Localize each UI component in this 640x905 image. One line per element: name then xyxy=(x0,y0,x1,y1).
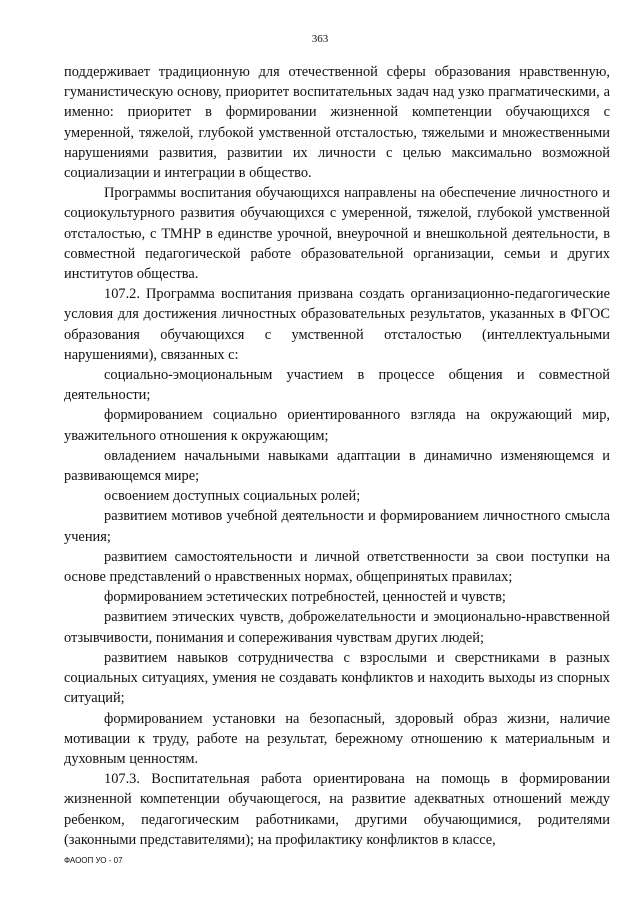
page-number: 363 xyxy=(311,33,329,45)
paragraph: освоением доступных социальных ролей; xyxy=(104,488,361,505)
paragraph: развитием этических чувств, доброжелательности и эмоционально-нравственной отзывчивости, понимания и сопереживания чувствам других людей; xyxy=(64,609,610,646)
paragraph: 107.2. Программа воспитания призвана создать организационно-педагогические условия для достижения личностных образовательных результатов, указанных в ФГОС образования обучающихся с умственной отсталостью (интеллектуальными нарушениями), связанных с: xyxy=(64,286,610,363)
paragraph: развитием мотивов учебной деятельности и формированием личностного смысла учения; xyxy=(64,508,610,545)
paragraph: овладением начальными навыками адаптации в динамично изменяющемся и развивающемся мире; xyxy=(64,447,610,485)
paragraph: формированием эстетических потребностей, ценностей и чувств; xyxy=(104,589,506,606)
paragraph: социально-эмоциональным участием в процессе общения и совместной деятельности; xyxy=(64,367,610,404)
paragraph: формированием установки на безопасный, здоровый образ жизни, наличие мотивации к труду, работе на результат, бережному отношению к материальным и духовным ценностям. xyxy=(64,710,610,767)
document-body xyxy=(64,62,610,850)
paragraph: развитием навыков сотрудничества с взрослыми и сверстниками в разных социальных ситуациях, умения не создавать конфликтов и находить выходы из спорных ситуаций; xyxy=(64,649,610,707)
paragraph: формированием социально ориентированного взгляда на окружающий мир, уважительного отношения к окружающим; xyxy=(64,407,610,444)
paragraph: развитием самостоятельности и личной ответственности за свои поступки на основе представлений о нравственных нормах, общепринятых правилах; xyxy=(64,548,610,586)
footer-label: ФАООП УО - 07 xyxy=(64,856,123,865)
paragraph: Программы воспитания обучающихся направлены на обеспечение личностного и социокультурного развития обучающихся с умеренной, тяжелой, глубокой умственной отсталостью, с ТМНР в единстве урочной, внеурочной и внешкольной деятельности, в совместной педагогической работе образовательной организации, семьи и других институтов общества. xyxy=(64,185,610,283)
paragraph: поддерживает традиционную для отечественной сферы образования нравственную, гуманистическую основу, приоритет воспитательных задач над узко прагматическими, а именно: приоритет в формировании жизненной компетенции обучающихся с умеренной, тяжелой, глубокой умственной отсталостью, тяжелыми и множественными нарушениями развития, развитии их личности с целью максимально возможной социализации и интеграции в общество. xyxy=(64,64,610,182)
paragraph: 107.3. Воспитательная работа ориентирована на помощь в формировании жизненной компетенции обучающегося, на развитие адекватных отношений между ребенком, педагогическим работниками, другими обучающимися, родителями (законными представителями); на профилактику конфликтов в классе, xyxy=(64,771,610,848)
